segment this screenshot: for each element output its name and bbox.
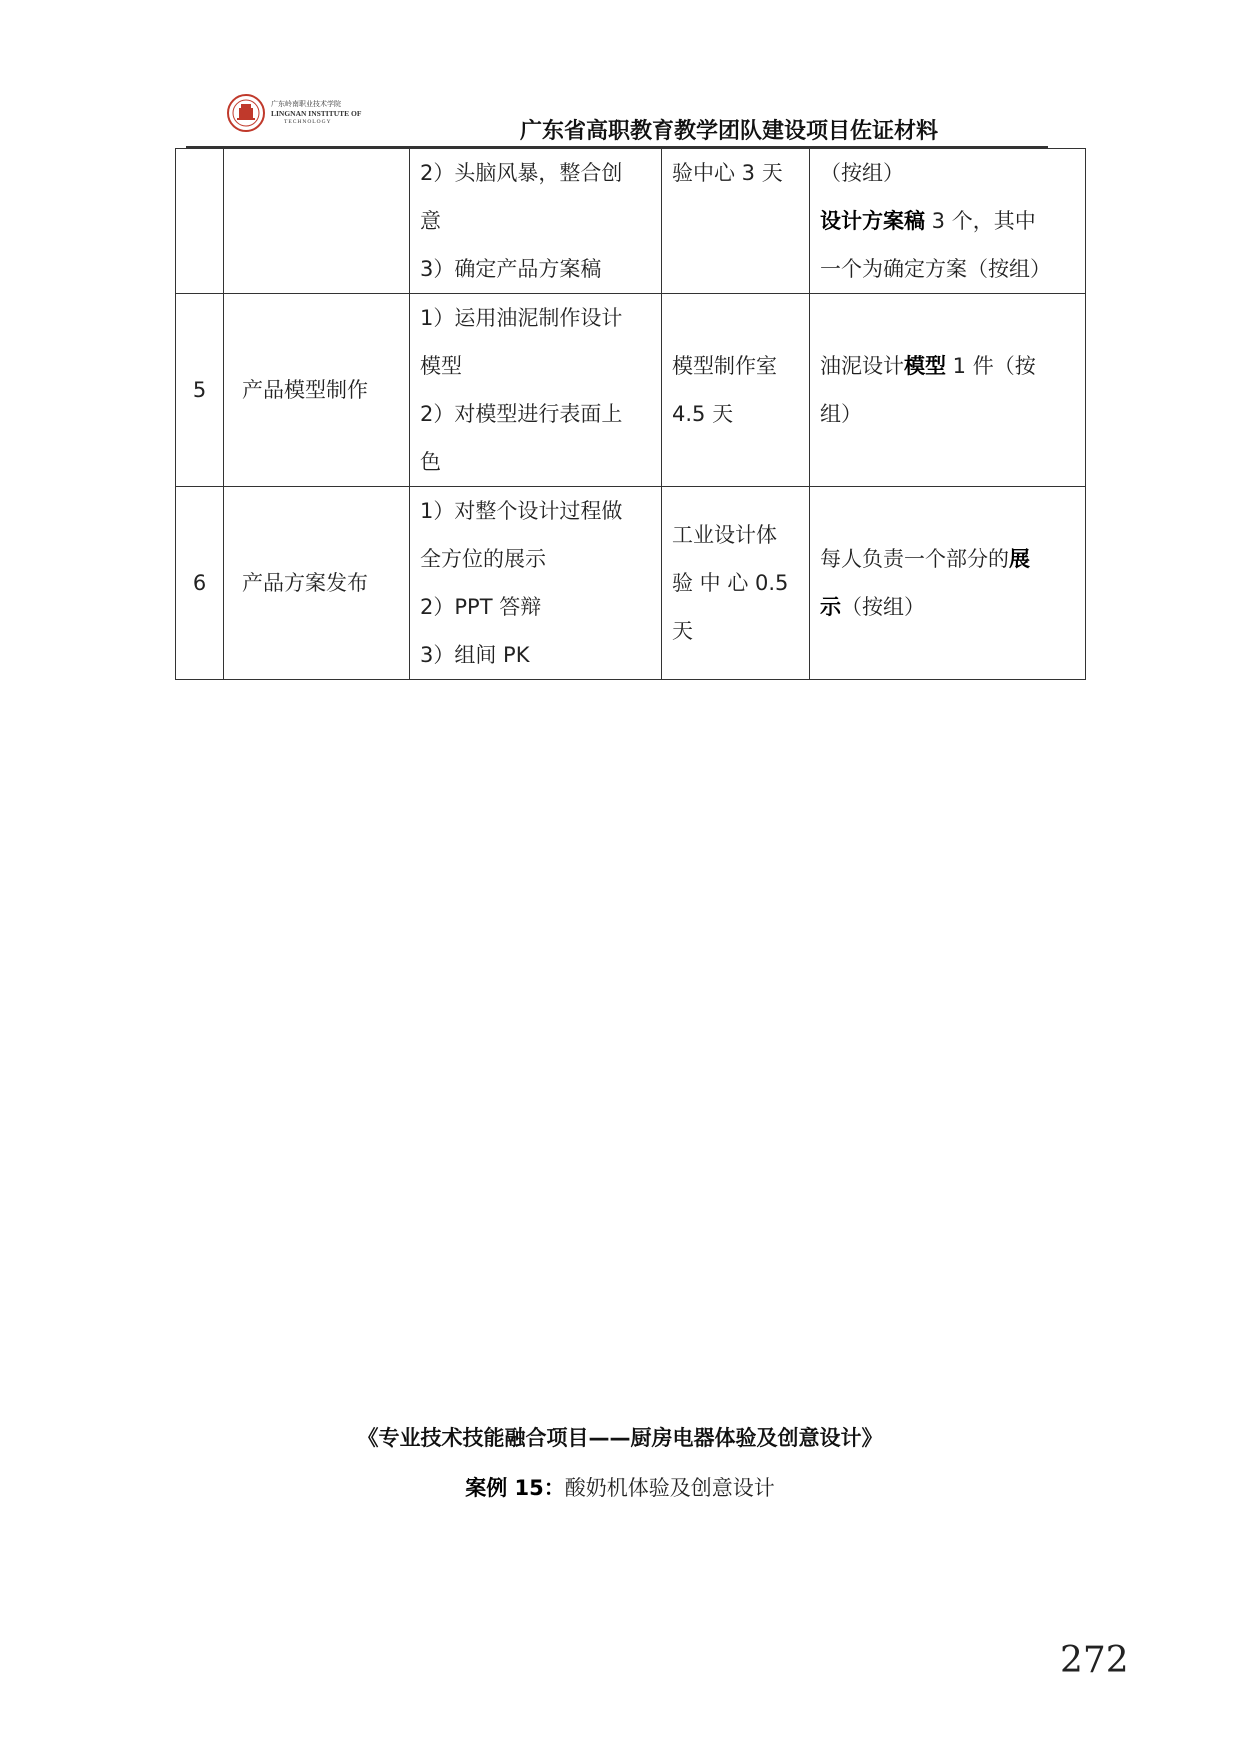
institution-seal-icon — [226, 93, 266, 133]
output-text: 每人负责一个部分的 — [820, 547, 1009, 571]
logo-chinese-name: 广东岭南职业技术学院 — [271, 100, 341, 108]
row-number-cell: 6 — [176, 487, 224, 680]
output-cell — [810, 149, 1086, 294]
content-line: 1）运用油泥制作设计 — [420, 306, 623, 330]
output-line — [820, 583, 1075, 631]
table-row — [176, 149, 1086, 294]
case-heading — [0, 1472, 1240, 1502]
case-label: 案例 15： — [465, 1476, 565, 1500]
output-emphasis: 示 — [820, 595, 841, 619]
logo-english-name-line2: TECHNOLOGY — [284, 119, 332, 125]
place-time-cell — [662, 149, 810, 294]
case-name: 酸奶机体验及创意设计 — [564, 1476, 775, 1500]
output-text: 3 个，其中 — [925, 209, 1036, 233]
task-content-cell — [410, 487, 662, 680]
document-header-title: 广东省高职教育教学团队建设项目佐证材料 — [520, 119, 939, 144]
output-text: 油泥设计 — [820, 354, 904, 378]
task-content-cell — [410, 294, 662, 487]
place-time-line: 工业设计体 — [672, 523, 777, 547]
table-row — [176, 487, 1086, 680]
output-line — [820, 197, 1075, 245]
output-text: 1 件（按 — [946, 354, 1036, 378]
content-line: 色 — [420, 450, 441, 474]
task-name-cell: 产品模型制作 — [224, 294, 410, 487]
output-line: 组） — [820, 402, 862, 426]
output-cell — [810, 487, 1086, 680]
content-line: 2）PPT 答辩 — [420, 595, 542, 619]
output-emphasis: 模型 — [904, 354, 946, 378]
place-time-cell — [662, 294, 810, 487]
table-row — [176, 294, 1086, 487]
output-emphasis: 展 — [1009, 547, 1030, 571]
output-line — [820, 535, 1075, 583]
content-line: 全方位的展示 — [420, 547, 546, 571]
content-line: 模型 — [420, 354, 462, 378]
content-line: 3）组间 PK — [420, 643, 530, 667]
task-name-cell: 产品方案发布 — [224, 487, 410, 680]
content-line: 意 — [420, 209, 441, 233]
row-number-cell: 5 — [176, 294, 224, 487]
place-time-line: 验中心 3 天 — [672, 161, 783, 185]
output-emphasis: 设计方案稿 — [820, 209, 925, 233]
page-number: 272 — [1060, 1640, 1129, 1681]
place-time-line: 4.5 天 — [672, 402, 734, 426]
output-line: 一个为确定方案（按组） — [820, 257, 1051, 281]
content-line: 2）头脑风暴，整合创 — [420, 161, 623, 185]
output-cell — [810, 294, 1086, 487]
content-line: 2）对模型进行表面上 — [420, 402, 623, 426]
place-time-cell — [662, 487, 810, 680]
task-name-cell — [224, 149, 410, 294]
institution-logo — [226, 93, 366, 133]
place-time-line: 模型制作室 — [672, 354, 777, 378]
task-content-cell — [410, 149, 662, 294]
content-line: 3）确定产品方案稿 — [420, 257, 602, 281]
place-time-line: 验 中 心 0.5 — [672, 571, 789, 595]
row-number-cell — [176, 149, 224, 294]
content-line: 1）对整个设计过程做 — [420, 499, 623, 523]
place-time-line: 天 — [672, 619, 693, 643]
output-line — [820, 342, 1075, 390]
output-text: （按组） — [841, 595, 925, 619]
output-line: （按组） — [820, 161, 904, 185]
project-plan-table — [175, 148, 1086, 680]
logo-english-name: LINGNAN INSTITUTE OF — [271, 109, 362, 118]
case-collection-title: 《专业技术技能融合项目——厨房电器体验及创意设计》 — [357, 1426, 883, 1450]
